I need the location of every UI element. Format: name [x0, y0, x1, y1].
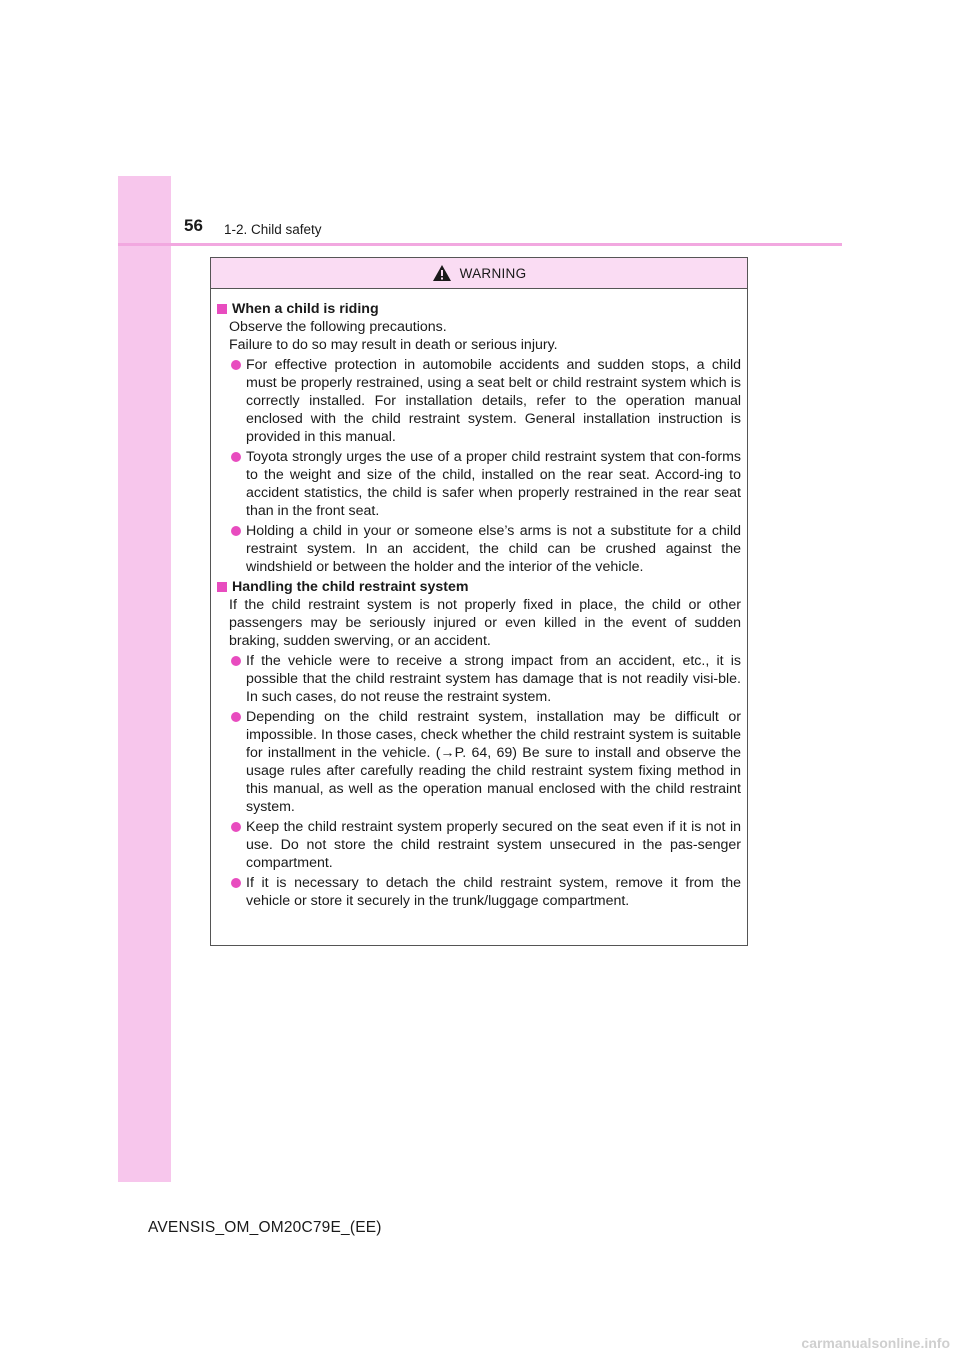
- square-bullet-icon: [217, 582, 227, 592]
- circle-bullet-icon: [231, 656, 241, 666]
- page-number: 56: [184, 216, 203, 235]
- warning-box: [210, 257, 748, 946]
- warning-title: WARNING: [459, 265, 527, 281]
- section-heading: Handling the child restraint system: [217, 578, 741, 596]
- list-item: For effective protection in automobile accidents and sudden stops, a child must be properly restrained, using a seat belt or child restraint system which is correctly installed. For installation details, refer to the operation manual enclosed with the child restraint system. General installation instruction is provided in this manual.: [229, 356, 741, 446]
- watermark: carmanualsonline.info: [801, 1335, 950, 1351]
- list-item: If the vehicle were to receive a strong impact from an accident, etc., it is possible that the child restraint system has damage that is not readily visi-ble. In such cases, do not reuse the restraint system.: [229, 652, 741, 706]
- list-item: Toyota strongly urges the use of a proper child restraint system that con-forms to the weight and size of the child, installed on the rear seat. Accord-ing to accident statistics, the child is safer when properly restrained in the rear seat than in the front seat.: [229, 448, 741, 520]
- warning-body: [211, 289, 747, 910]
- header-rule: [118, 243, 842, 246]
- list-item: If it is necessary to detach the child restraint system, remove it from the vehicle or store it securely in the trunk/luggage compartment.: [229, 874, 741, 910]
- list-item: Depending on the child restraint system, installation may be difficult or impossible. In those cases, check whether the child restraint system is suitable for installment in the vehicle. (→P. 64, 69) Be sure to install and observe the usage rules after carefully reading the child restraint system fixing method in this manual, as well as the operation manual enclosed with the child restraint system.: [229, 708, 741, 816]
- list-item: Holding a child in your or someone else’s arms is not a substitute for a child restraint system. In an accident, the child can be crushed against the windshield or between the holder and the interior of the vehicle.: [229, 522, 741, 576]
- document-code-footer: AVENSIS_OM_OM20C79E_(EE): [148, 1219, 382, 1236]
- section-heading: When a child is riding: [217, 300, 741, 318]
- warning-header: [211, 258, 747, 289]
- section-intro: Failure to do so may result in death or serious injury.: [229, 337, 558, 353]
- list-item: Keep the child restraint system properly secured on the seat even if it is not in use. Do not store the child restraint system unsecured in the pas-senger compartment.: [229, 818, 741, 872]
- square-bullet-icon: [217, 304, 227, 314]
- section-intro: If the child restraint system is not properly fixed in place, the child or other passengers may be seriously injured or even killed in the event of sudden braking, sudden swerving, or an accident.: [229, 597, 741, 649]
- circle-bullet-icon: [231, 526, 241, 536]
- circle-bullet-icon: [231, 360, 241, 370]
- side-color-band: [118, 176, 171, 1182]
- circle-bullet-icon: [231, 452, 241, 462]
- circle-bullet-icon: [231, 878, 241, 888]
- section-intro: Observe the following precautions.: [229, 319, 447, 335]
- circle-bullet-icon: [231, 822, 241, 832]
- section-title: 1-2. Child safety: [224, 222, 322, 237]
- warning-triangle-icon: [432, 264, 452, 282]
- circle-bullet-icon: [231, 712, 241, 722]
